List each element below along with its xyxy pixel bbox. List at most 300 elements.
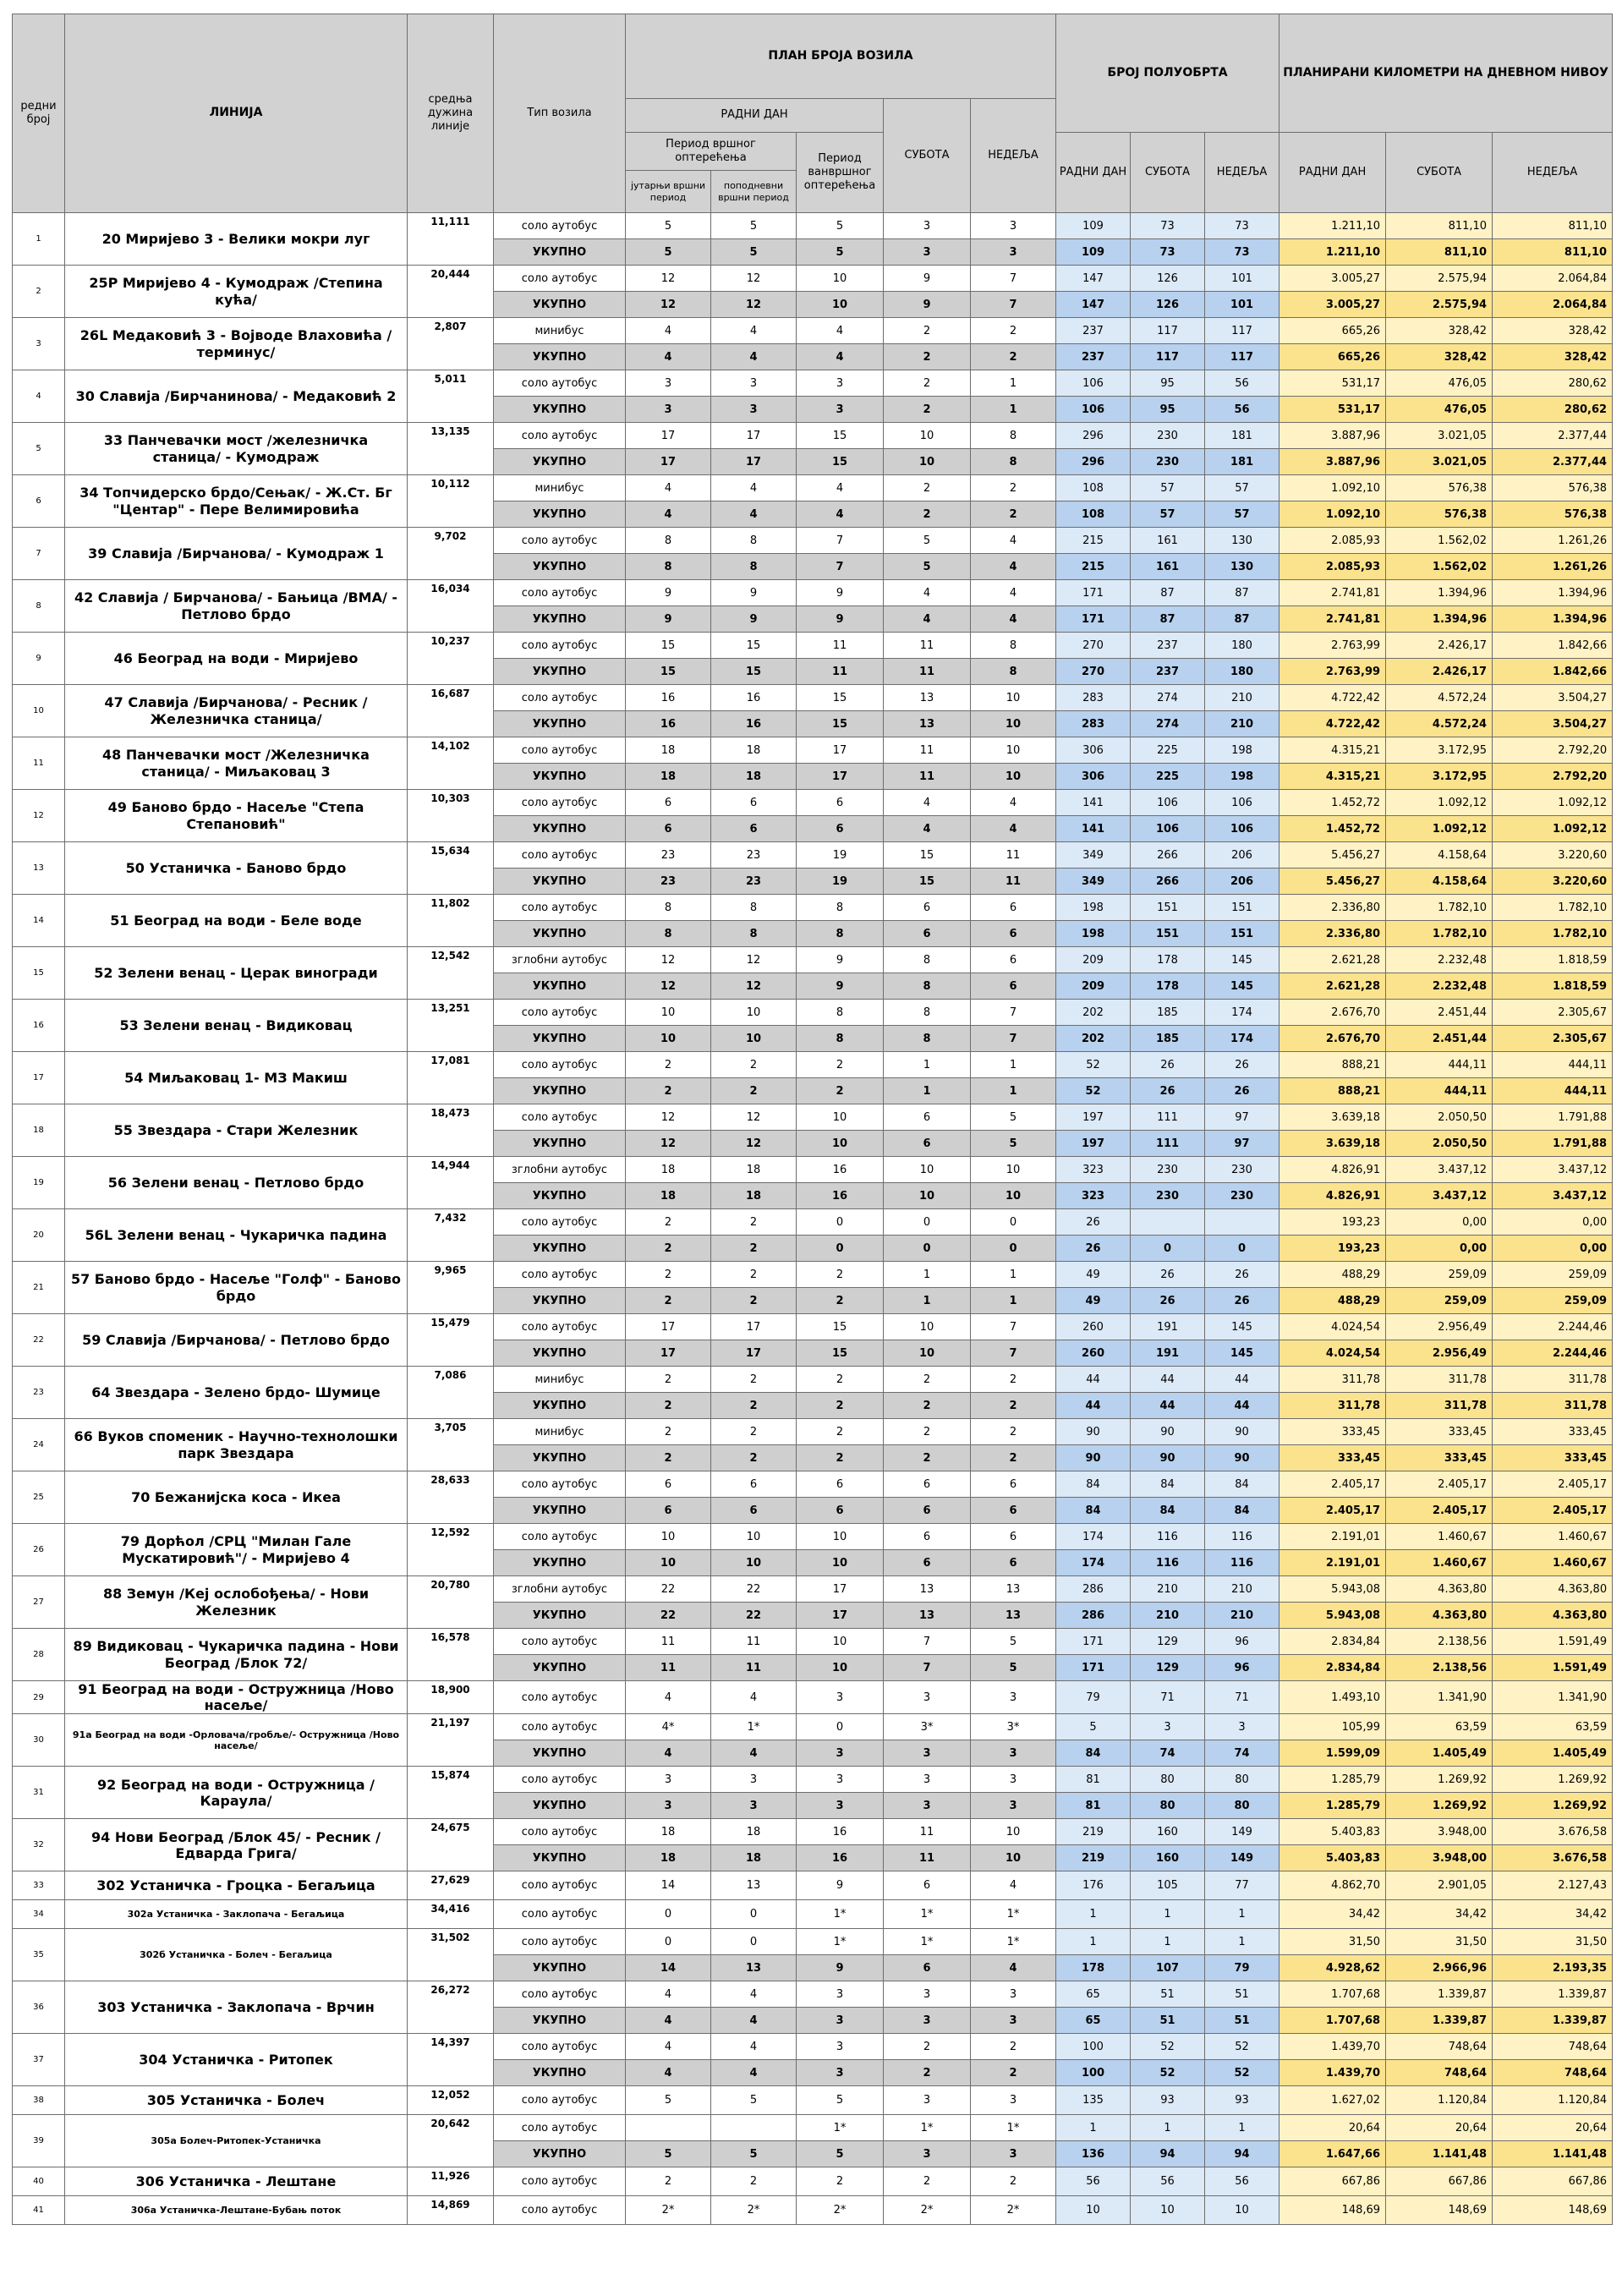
plan-sunday: 2*	[971, 2196, 1056, 2225]
km-workday: 2.621,28	[1280, 973, 1386, 1000]
line-name: 64 Звездара - Зелено брдо- Шумице	[65, 1367, 408, 1419]
km-sunday: 2.792,20	[1493, 764, 1613, 790]
plan-morning-peak: 8	[626, 895, 711, 921]
plan-afternoon-peak: 12	[711, 292, 797, 318]
km-sunday: 1.782,10	[1493, 921, 1613, 947]
turns-sunday: 198	[1205, 764, 1280, 790]
km-workday: 4.024,54	[1280, 1340, 1386, 1367]
table-row	[13, 2086, 1613, 2115]
line-name: 46 Београд на води - Миријево	[65, 633, 408, 685]
turns-sunday: 145	[1205, 1314, 1280, 1340]
turns-workday: 136	[1056, 2141, 1131, 2167]
km-sunday: 4.363,80	[1493, 1603, 1613, 1629]
km-saturday: 2.426,17	[1386, 659, 1493, 685]
km-saturday: 1.339,87	[1386, 1981, 1493, 2008]
km-saturday: 34,42	[1386, 1900, 1493, 1929]
plan-sunday: 6	[971, 921, 1056, 947]
line-name: 305а Болеч-Ритопек-Устаничка	[65, 2115, 408, 2167]
plan-off-peak: 7	[797, 528, 884, 554]
turns-workday: 296	[1056, 423, 1131, 449]
plan-saturday: 6	[884, 1471, 971, 1498]
line-name: 33 Панчевачки мост /железничка станица/ - Кумодраж	[65, 423, 408, 475]
line-length: 14,397	[408, 2034, 494, 2086]
km-workday: 1.092,10	[1280, 475, 1386, 501]
row-number: 15	[13, 947, 65, 1000]
plan-saturday: 1	[884, 1262, 971, 1288]
plan-sunday: 6	[971, 1471, 1056, 1498]
turns-saturday: 237	[1131, 659, 1205, 685]
km-sunday: 280,62	[1493, 370, 1613, 397]
km-sunday: 811,10	[1493, 213, 1613, 239]
turns-workday: 209	[1056, 973, 1131, 1000]
km-workday: 2.336,80	[1280, 921, 1386, 947]
plan-sunday: 10	[971, 1183, 1056, 1209]
km-sunday: 1.261,26	[1493, 554, 1613, 580]
turns-sunday: 77	[1205, 1871, 1280, 1900]
plan-off-peak: 10	[797, 1550, 884, 1576]
total-label: УКУПНО	[494, 869, 626, 895]
vehicle-type: соло аутобус	[494, 1929, 626, 1955]
plan-saturday: 3	[884, 2086, 971, 2115]
turns-saturday: 230	[1131, 1183, 1205, 1209]
turns-saturday: 57	[1131, 501, 1205, 528]
turns-workday: 65	[1056, 2008, 1131, 2034]
line-name: 88 Земун /Кеј ослобођења/ - Нови Железник	[65, 1576, 408, 1629]
plan-morning-peak: 2	[626, 1078, 711, 1104]
plan-off-peak: 3	[797, 370, 884, 397]
turns-workday: 215	[1056, 528, 1131, 554]
plan-off-peak: 15	[797, 423, 884, 449]
vehicle-type: соло аутобус	[494, 1900, 626, 1929]
plan-morning-peak: 2	[626, 1445, 711, 1471]
km-sunday: 1.120,84	[1493, 2086, 1613, 2115]
plan-afternoon-peak: 5	[711, 213, 797, 239]
turns-sunday: 57	[1205, 501, 1280, 528]
plan-morning-peak: 10	[626, 1000, 711, 1026]
km-saturday: 4.158,64	[1386, 869, 1493, 895]
km-sunday: 1.261,26	[1493, 528, 1613, 554]
row-number: 36	[13, 1981, 65, 2034]
km-sunday: 2.127,43	[1493, 1871, 1613, 1900]
turns-sunday: 106	[1205, 816, 1280, 842]
plan-sunday: 1*	[971, 2115, 1056, 2141]
line-name: 66 Вуков споменик - Научно-технолошки парк Звездара	[65, 1419, 408, 1471]
km-saturday: 148,69	[1386, 2196, 1493, 2225]
plan-sunday: 8	[971, 423, 1056, 449]
plan-morning-peak: 18	[626, 1819, 711, 1845]
turns-workday: 171	[1056, 580, 1131, 606]
header-km-rd: РАДНИ ДАН	[1280, 133, 1386, 213]
turns-workday: 49	[1056, 1288, 1131, 1314]
plan-morning-peak: 12	[626, 1104, 711, 1131]
plan-morning-peak: 12	[626, 1131, 711, 1157]
line-length: 26,272	[408, 1981, 494, 2034]
vehicle-type: соло аутобус	[494, 1819, 626, 1845]
km-workday: 2.741,81	[1280, 606, 1386, 633]
km-saturday: 576,38	[1386, 475, 1493, 501]
km-sunday: 3.504,27	[1493, 711, 1613, 737]
turns-saturday: 93	[1131, 2086, 1205, 2115]
plan-off-peak: 3	[797, 1681, 884, 1714]
line-length: 15,479	[408, 1314, 494, 1367]
km-sunday: 0,00	[1493, 1209, 1613, 1236]
line-name: 305 Устаничка - Болеч	[65, 2086, 408, 2115]
plan-afternoon-peak: 5	[711, 2141, 797, 2167]
plan-morning-peak: 9	[626, 606, 711, 633]
table-row	[13, 1900, 1613, 1929]
line-name: 91 Београд на води - Остружница /Ново насеље/	[65, 1681, 408, 1714]
table-row	[13, 1819, 1613, 1845]
km-workday: 1.627,02	[1280, 2086, 1386, 2115]
km-workday: 2.834,84	[1280, 1629, 1386, 1655]
km-workday: 3.639,18	[1280, 1131, 1386, 1157]
turns-workday: 174	[1056, 1524, 1131, 1550]
plan-off-peak: 2	[797, 2167, 884, 2196]
vehicle-type: соло аутобус	[494, 213, 626, 239]
total-label: УКУПНО	[494, 1393, 626, 1419]
plan-afternoon-peak: 6	[711, 1498, 797, 1524]
plan-morning-peak: 2	[626, 1052, 711, 1078]
plan-morning-peak: 12	[626, 947, 711, 973]
km-workday: 665,26	[1280, 318, 1386, 344]
plan-saturday: 5	[884, 554, 971, 580]
plan-morning-peak: 5	[626, 239, 711, 266]
plan-afternoon-peak: 9	[711, 580, 797, 606]
line-name: 50 Устаничка - Баново брдо	[65, 842, 408, 895]
plan-saturday: 2	[884, 370, 971, 397]
turns-saturday: 225	[1131, 737, 1205, 764]
plan-sunday: 5	[971, 1655, 1056, 1681]
plan-afternoon-peak: 4	[711, 1740, 797, 1767]
line-length: 13,135	[408, 423, 494, 475]
plan-sunday: 7	[971, 292, 1056, 318]
turns-workday: 81	[1056, 1793, 1131, 1819]
km-sunday: 3.220,60	[1493, 842, 1613, 869]
plan-morning-peak: 2	[626, 1262, 711, 1288]
plan-morning-peak: 12	[626, 292, 711, 318]
vehicle-type: зглобни аутобус	[494, 1157, 626, 1183]
plan-saturday: 6	[884, 1955, 971, 1981]
km-saturday: 3.437,12	[1386, 1183, 1493, 1209]
plan-morning-peak: 14	[626, 1871, 711, 1900]
km-workday: 311,78	[1280, 1367, 1386, 1393]
plan-saturday: 3	[884, 239, 971, 266]
plan-saturday: 15	[884, 869, 971, 895]
line-name: 52 Зелени венац - Церак виногради	[65, 947, 408, 1000]
turns-saturday: 84	[1131, 1471, 1205, 1498]
turns-sunday: 1	[1205, 1929, 1280, 1955]
turns-saturday: 107	[1131, 1955, 1205, 1981]
header-polu: БРОЈ ПОЛУОБРТА	[1056, 14, 1280, 133]
turns-workday: 198	[1056, 895, 1131, 921]
plan-morning-peak: 6	[626, 816, 711, 842]
plan-morning-peak: 23	[626, 842, 711, 869]
km-saturday: 2.232,48	[1386, 947, 1493, 973]
vehicle-type: соло аутобус	[494, 1629, 626, 1655]
km-saturday: 2.575,94	[1386, 266, 1493, 292]
km-workday: 665,26	[1280, 344, 1386, 370]
km-saturday: 2.966,96	[1386, 1955, 1493, 1981]
plan-afternoon-peak: 4	[711, 2060, 797, 2086]
plan-saturday: 8	[884, 973, 971, 1000]
km-sunday: 1.782,10	[1493, 895, 1613, 921]
row-number: 7	[13, 528, 65, 580]
turns-workday: 81	[1056, 1767, 1131, 1793]
vehicle-type: соло аутобус	[494, 266, 626, 292]
km-sunday: 280,62	[1493, 397, 1613, 423]
km-saturday: 3.172,95	[1386, 764, 1493, 790]
plan-saturday: 3	[884, 2141, 971, 2167]
turns-saturday: 161	[1131, 554, 1205, 580]
table-row	[13, 2034, 1613, 2060]
plan-off-peak: 6	[797, 1471, 884, 1498]
plan-afternoon-peak: 4	[711, 1981, 797, 2008]
turns-saturday: 74	[1131, 1740, 1205, 1767]
plan-morning-peak: 4	[626, 318, 711, 344]
row-number: 28	[13, 1629, 65, 1681]
plan-morning-peak: 22	[626, 1603, 711, 1629]
km-sunday: 2.405,17	[1493, 1471, 1613, 1498]
line-length: 11,802	[408, 895, 494, 947]
line-name: 47 Славија /Бирчанова/ - Ресник /Железничка станица/	[65, 685, 408, 737]
plan-saturday: 2	[884, 1445, 971, 1471]
plan-off-peak: 5	[797, 2141, 884, 2167]
km-saturday: 2.426,17	[1386, 633, 1493, 659]
table-header	[13, 14, 1613, 213]
line-length: 10,303	[408, 790, 494, 842]
km-workday: 311,78	[1280, 1393, 1386, 1419]
turns-sunday: 130	[1205, 554, 1280, 580]
plan-morning-peak	[626, 2115, 711, 2141]
plan-sunday: 7	[971, 1340, 1056, 1367]
plan-sunday: 1	[971, 1052, 1056, 1078]
km-saturday: 4.363,80	[1386, 1576, 1493, 1603]
turns-sunday: 44	[1205, 1367, 1280, 1393]
km-workday: 2.763,99	[1280, 633, 1386, 659]
plan-sunday: 6	[971, 1498, 1056, 1524]
total-label: УКУПНО	[494, 2060, 626, 2086]
km-workday: 488,29	[1280, 1288, 1386, 1314]
turns-workday: 286	[1056, 1603, 1131, 1629]
plan-off-peak: 10	[797, 1655, 884, 1681]
plan-sunday: 3	[971, 239, 1056, 266]
table-row	[13, 1871, 1613, 1900]
line-length: 9,965	[408, 1262, 494, 1314]
km-sunday: 63,59	[1493, 1714, 1613, 1740]
line-length: 7,086	[408, 1367, 494, 1419]
plan-sunday: 1	[971, 370, 1056, 397]
turns-workday: 209	[1056, 947, 1131, 973]
vehicle-type: соло аутобус	[494, 1471, 626, 1498]
line-length: 21,197	[408, 1714, 494, 1767]
line-length: 11,111	[408, 213, 494, 266]
km-workday: 531,17	[1280, 370, 1386, 397]
plan-sunday: 2	[971, 2034, 1056, 2060]
plan-afternoon-peak: 8	[711, 895, 797, 921]
plan-sunday: 2	[971, 475, 1056, 501]
plan-morning-peak: 16	[626, 685, 711, 711]
km-saturday: 1.562,02	[1386, 554, 1493, 580]
turns-workday: 135	[1056, 2086, 1131, 2115]
vehicle-type: соло аутобус	[494, 528, 626, 554]
plan-saturday: 5	[884, 528, 971, 554]
turns-saturday: 160	[1131, 1845, 1205, 1871]
km-workday: 2.336,80	[1280, 895, 1386, 921]
plan-saturday: 6	[884, 1131, 971, 1157]
km-workday: 2.085,93	[1280, 528, 1386, 554]
plan-saturday: 10	[884, 1157, 971, 1183]
plan-morning-peak: 0	[626, 1900, 711, 1929]
total-label: УКУПНО	[494, 449, 626, 475]
plan-sunday: 2	[971, 501, 1056, 528]
table-row	[13, 1314, 1613, 1340]
vehicle-type: соло аутобус	[494, 580, 626, 606]
plan-sunday: 3	[971, 1681, 1056, 1714]
turns-saturday: 160	[1131, 1819, 1205, 1845]
plan-afternoon-peak: 17	[711, 449, 797, 475]
plan-sunday: 2	[971, 1445, 1056, 1471]
km-sunday: 2.064,84	[1493, 292, 1613, 318]
plan-sunday: 4	[971, 606, 1056, 633]
plan-sunday: 3	[971, 1767, 1056, 1793]
km-saturday: 311,78	[1386, 1393, 1493, 1419]
plan-afternoon-peak: 10	[711, 1524, 797, 1550]
header-jutarnji: јутарњи вршни период	[626, 171, 711, 213]
plan-morning-peak: 18	[626, 1183, 711, 1209]
table-row	[13, 1767, 1613, 1793]
plan-morning-peak: 15	[626, 633, 711, 659]
turns-saturday: 1	[1131, 1929, 1205, 1955]
km-workday: 333,45	[1280, 1445, 1386, 1471]
table-row	[13, 737, 1613, 764]
plan-saturday: 10	[884, 1183, 971, 1209]
plan-off-peak: 3	[797, 2060, 884, 2086]
plan-off-peak: 10	[797, 1104, 884, 1131]
turns-saturday: 126	[1131, 292, 1205, 318]
plan-off-peak: 3	[797, 397, 884, 423]
vehicle-type: соло аутобус	[494, 2115, 626, 2141]
turns-sunday: 180	[1205, 633, 1280, 659]
km-sunday: 2.792,20	[1493, 737, 1613, 764]
line-length: 16,578	[408, 1629, 494, 1681]
plan-off-peak: 3	[797, 1767, 884, 1793]
plan-saturday: 2	[884, 2060, 971, 2086]
plan-off-peak: 11	[797, 659, 884, 685]
plan-saturday: 6	[884, 1524, 971, 1550]
plan-saturday: 10	[884, 1340, 971, 1367]
km-workday: 193,23	[1280, 1236, 1386, 1262]
turns-workday: 349	[1056, 842, 1131, 869]
km-saturday: 1.339,87	[1386, 2008, 1493, 2034]
turns-saturday: 51	[1131, 1981, 1205, 2008]
km-workday: 148,69	[1280, 2196, 1386, 2225]
plan-off-peak: 9	[797, 1955, 884, 1981]
header-vanvrsni: Период ванвршног оптерећења	[797, 133, 884, 213]
km-saturday: 1.141,48	[1386, 2141, 1493, 2167]
plan-saturday: 4	[884, 816, 971, 842]
plan-sunday: 4	[971, 554, 1056, 580]
turns-workday: 171	[1056, 606, 1131, 633]
turns-saturday: 84	[1131, 1498, 1205, 1524]
plan-sunday: 5	[971, 1104, 1056, 1131]
total-label: УКУПНО	[494, 1955, 626, 1981]
km-sunday: 333,45	[1493, 1419, 1613, 1445]
plan-afternoon-peak: 2	[711, 1078, 797, 1104]
turns-sunday: 106	[1205, 790, 1280, 816]
line-length: 3,705	[408, 1419, 494, 1471]
plan-morning-peak: 4	[626, 2034, 711, 2060]
total-label: УКУПНО	[494, 1183, 626, 1209]
turns-workday: 323	[1056, 1183, 1131, 1209]
vehicle-type: соло аутобус	[494, 842, 626, 869]
km-saturday: 3.948,00	[1386, 1819, 1493, 1845]
plan-afternoon-peak: 23	[711, 869, 797, 895]
plan-saturday: 3	[884, 1740, 971, 1767]
km-saturday: 1.405,49	[1386, 1740, 1493, 1767]
plan-sunday: 1	[971, 1078, 1056, 1104]
vehicle-type: соло аутобус	[494, 737, 626, 764]
km-sunday: 1.394,96	[1493, 580, 1613, 606]
plan-sunday: 7	[971, 1026, 1056, 1052]
line-length: 5,011	[408, 370, 494, 423]
turns-sunday: 180	[1205, 659, 1280, 685]
line-name: 30 Славија /Бирчанинова/ - Медаковић 2	[65, 370, 408, 423]
table-row	[13, 1367, 1613, 1393]
turns-saturday: 151	[1131, 895, 1205, 921]
line-name: 303 Устаничка - Заклопача - Врчин	[65, 1981, 408, 2034]
line-length: 17,081	[408, 1052, 494, 1104]
plan-off-peak: 6	[797, 790, 884, 816]
header-nedelja: НЕДЕЉА	[971, 99, 1056, 213]
turns-saturday: 117	[1131, 318, 1205, 344]
plan-off-peak: 10	[797, 1524, 884, 1550]
row-number: 17	[13, 1052, 65, 1104]
plan-off-peak: 11	[797, 633, 884, 659]
km-saturday: 576,38	[1386, 501, 1493, 528]
line-name: 70 Бежанијска коса - Икеа	[65, 1471, 408, 1524]
plan-sunday: 8	[971, 659, 1056, 685]
turns-sunday: 206	[1205, 842, 1280, 869]
plan-saturday: 2*	[884, 2196, 971, 2225]
plan-morning-peak: 3	[626, 370, 711, 397]
vehicle-type: зглобни аутобус	[494, 1576, 626, 1603]
km-workday: 5.943,08	[1280, 1576, 1386, 1603]
plan-off-peak: 10	[797, 266, 884, 292]
turns-saturday: 274	[1131, 711, 1205, 737]
turns-workday: 108	[1056, 501, 1131, 528]
table-row	[13, 1052, 1613, 1078]
turns-saturday: 178	[1131, 947, 1205, 973]
turns-sunday: 101	[1205, 266, 1280, 292]
km-workday: 5.403,83	[1280, 1819, 1386, 1845]
vehicle-type: соло аутобус	[494, 1052, 626, 1078]
turns-sunday: 97	[1205, 1131, 1280, 1157]
plan-afternoon-peak: 10	[711, 1000, 797, 1026]
km-workday: 888,21	[1280, 1052, 1386, 1078]
total-label: УКУПНО	[494, 1845, 626, 1871]
plan-afternoon-peak: 3	[711, 397, 797, 423]
turns-sunday: 90	[1205, 1419, 1280, 1445]
header-radni-dan: РАДНИ ДАН	[626, 99, 884, 133]
plan-sunday: 1	[971, 397, 1056, 423]
km-saturday: 1.782,10	[1386, 921, 1493, 947]
total-label: УКУПНО	[494, 1078, 626, 1104]
turns-workday: 141	[1056, 816, 1131, 842]
plan-morning-peak: 2	[626, 1367, 711, 1393]
plan-afternoon-peak: 0	[711, 1900, 797, 1929]
line-length: 12,052	[408, 2086, 494, 2115]
turns-sunday: 26	[1205, 1052, 1280, 1078]
